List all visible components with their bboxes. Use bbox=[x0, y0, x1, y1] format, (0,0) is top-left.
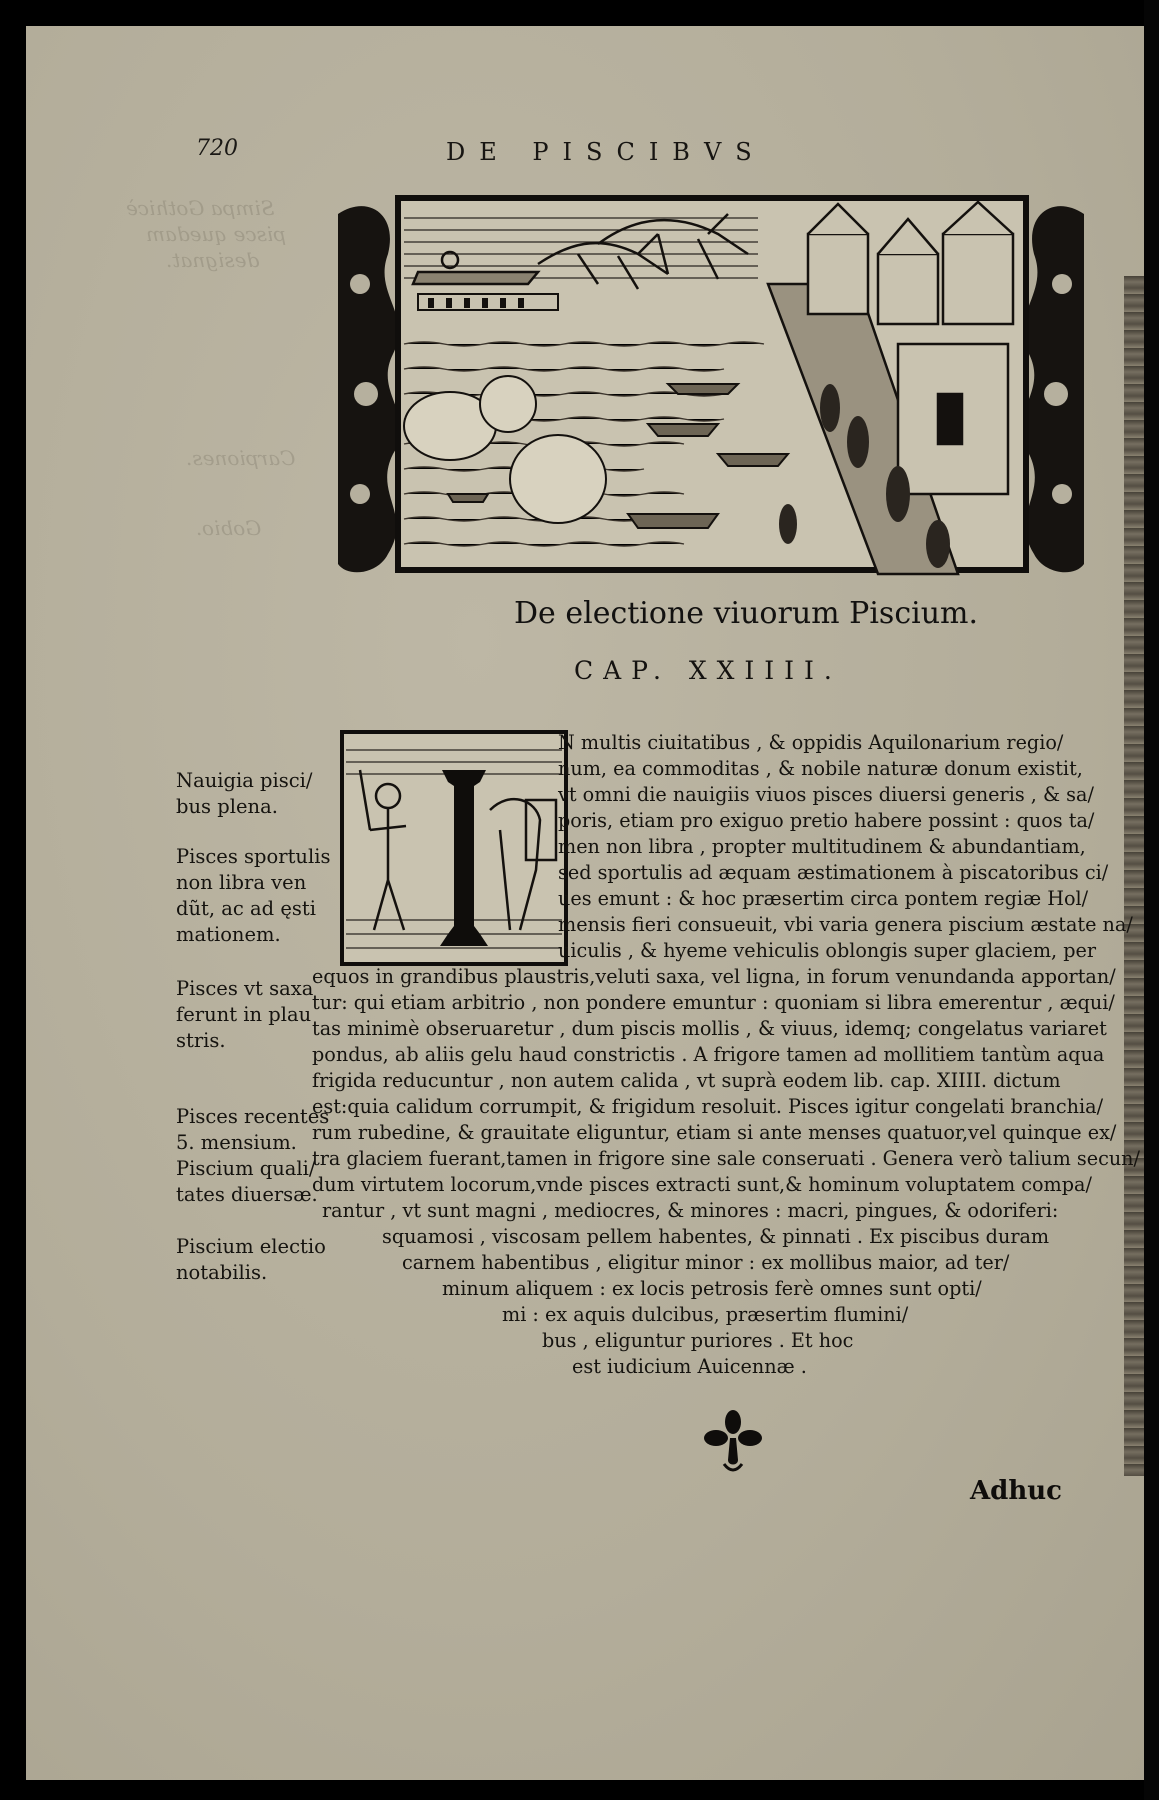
bleed-through-text: Gobio. bbox=[196, 516, 262, 540]
chapter-number: CAP. XXIIII. bbox=[574, 656, 842, 685]
body-line: uiculis , & hyeme vehiculis oblongis super glaciem, per bbox=[558, 939, 1097, 962]
margin-note: Pisces sportulis non libra ven dũt, ac ad ęsti mationem. bbox=[176, 845, 331, 946]
body-line: tra glaciem fuerant,tamen in frigore sine sale conseruati . Genera verò talium secun/ bbox=[312, 1147, 1140, 1170]
body-line: est:quia calidum corrumpit, & frigidum resoluit. Pisces igitur congelati branchia/ bbox=[312, 1095, 1104, 1118]
body-line: ues emunt : & hoc præsertim circa pontem regiæ Hol/ bbox=[558, 887, 1089, 910]
bleed-through-text: designat. bbox=[166, 248, 260, 272]
margin-note: Nauigia pisci/ bus plena. bbox=[176, 769, 313, 818]
body-line: carnem habentibus , eligitur minor : ex mollibus maior, ad ter/ bbox=[402, 1251, 1010, 1274]
body-line: mensis fieri consueuit, vbi varia genera piscium æstate na/ bbox=[558, 913, 1133, 936]
body-line: poris, etiam pro exiguo pretio habere possint : quos ta/ bbox=[558, 809, 1095, 832]
body-line: tas minimè obseruaretur , dum piscis mollis , & viuus, idemq; congelatus variaret bbox=[312, 1017, 1107, 1040]
body-line: rantur , vt sunt magni , mediocres, & minores : macri, pingues, & odoriferi: bbox=[322, 1199, 1059, 1222]
chapter-title: De electione viuorum Piscium. bbox=[514, 596, 979, 631]
body-line: minum aliquem : ex locis petrosis ferè omnes sunt opti/ bbox=[442, 1277, 982, 1300]
margin-note: Pisces vt saxa ferunt in plau stris. bbox=[176, 977, 314, 1052]
body-line: frigida reducuntur , non autem calida , vt suprà eodem lib. cap. XIIII. dictum bbox=[312, 1069, 1061, 1092]
body-line: vt omni die nauigiis viuos pisces diuersi generis , & sa/ bbox=[558, 783, 1094, 806]
catchword: Adhuc bbox=[970, 1476, 1062, 1506]
body-line: sed sportulis ad æquam æstimationem à piscatoribus ci/ bbox=[558, 861, 1109, 884]
bleed-through-text: Simpa Gothicè bbox=[126, 196, 275, 220]
bleed-through-text: Carpiones. bbox=[186, 446, 296, 470]
running-head: DE PISCIBVS bbox=[446, 138, 766, 166]
body-line: squamosi , viscosam pellem habentes, & pinnati . Ex piscibus duram bbox=[382, 1225, 1050, 1248]
page-number: 720 bbox=[196, 136, 238, 161]
body-line: N multis ciuitatibus , & oppidis Aquilonarium regio/ bbox=[558, 731, 1064, 754]
woodcut-harbor-scene bbox=[338, 194, 1084, 578]
body-line: bus , eliguntur puriores . Et hoc bbox=[542, 1329, 854, 1352]
decorated-initial-letter bbox=[340, 730, 568, 966]
body-line: est iudicium Auicennæ . bbox=[572, 1355, 807, 1378]
body-line: equos in grandibus plaustris,veluti saxa, vel ligna, in forum venundanda apportan/ bbox=[312, 965, 1116, 988]
margin-note: Piscium electio notabilis. bbox=[176, 1235, 326, 1284]
body-line: num, ea commoditas , & nobile naturæ donum existit, bbox=[558, 757, 1083, 780]
fleuron-ornament bbox=[704, 1408, 762, 1472]
body-line: men non libra , propter multitudinem & abundantiam, bbox=[558, 835, 1086, 858]
scan-edge bbox=[1144, 0, 1159, 1800]
body-line: tur: qui etiam arbitrio , non pondere emuntur : quoniam si libra emerentur , æqui/ bbox=[312, 991, 1115, 1014]
margin-note: Pisces recentes 5. mensium. Piscium quali/ tates diuersæ. bbox=[176, 1105, 330, 1206]
body-line: dum virtutem locorum,vnde pisces extracti sunt,& hominum voluptatem compa/ bbox=[312, 1173, 1092, 1196]
body-line: pondus, ab aliis gelu haud constrictis . A frigore tamen ad mollitiem tantùm aqua bbox=[312, 1043, 1105, 1066]
book-page bbox=[26, 26, 1148, 1780]
bleed-through-text: pisce quedam bbox=[146, 222, 287, 246]
body-line: rum rubedine, & grauitate eliguntur, etiam si ante menses quatuor,vel quinque ex/ bbox=[312, 1121, 1117, 1144]
body-line: mi : ex aquis dulcibus, præsertim flumini/ bbox=[502, 1303, 909, 1326]
